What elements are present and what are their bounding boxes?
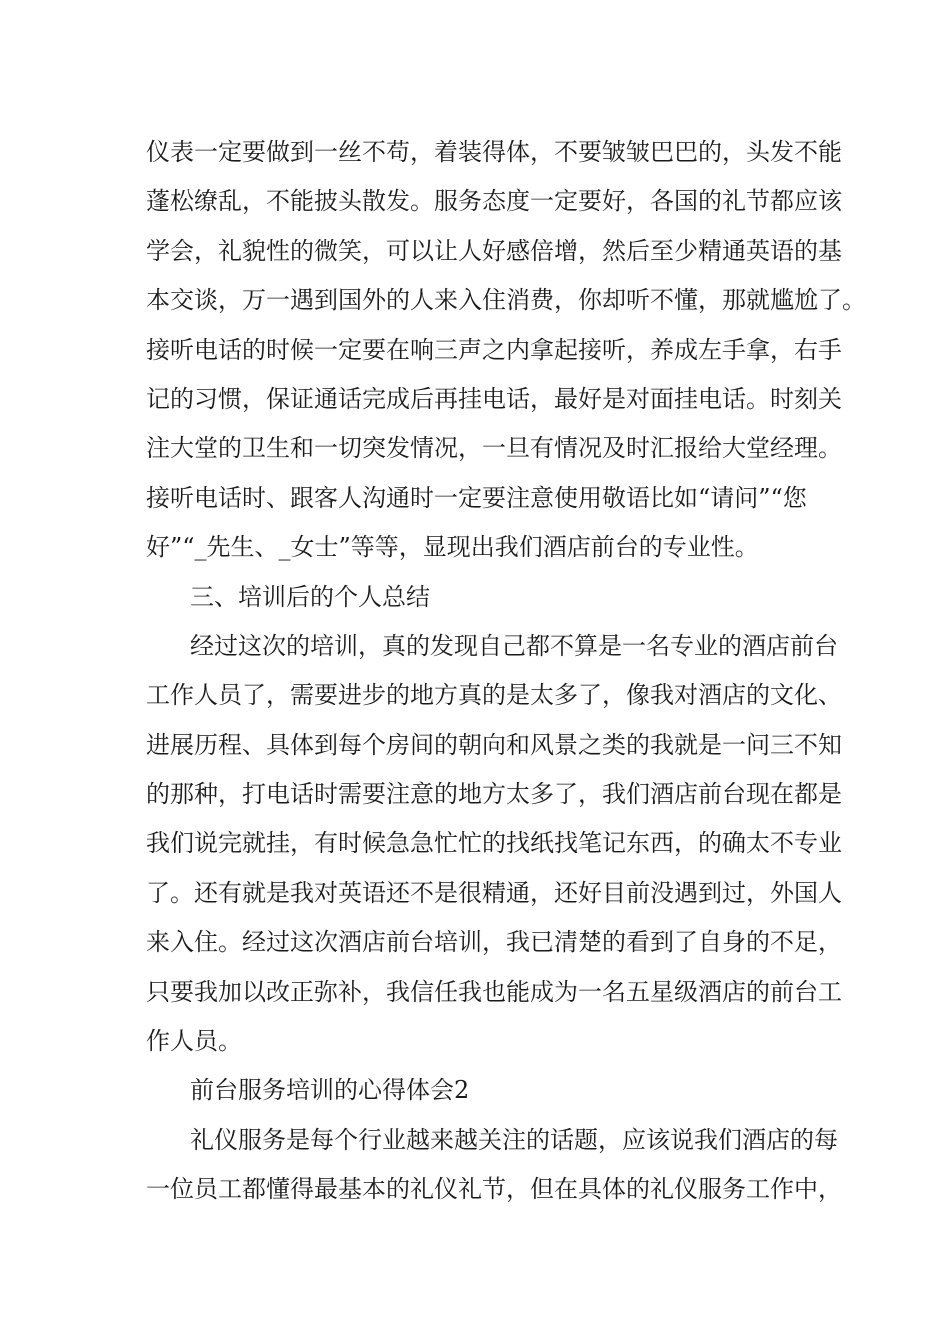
text-line: 经过这次的培训，真的发现自己都不算是一名专业的酒店前台 <box>190 631 838 660</box>
text-line: 了。还有就是我对英语还不是很精通，还好目前没遇到过，外国人 <box>146 878 842 907</box>
text-line: 接听电话的时候一定要在响三声之内拿起接听，养成左手拿，右手 <box>146 335 842 364</box>
text-line: 来入住。经过这次酒店前台培训，我已清楚的看到了自身的不足， <box>146 928 842 957</box>
text-line: 前台服务培训的心得体会2 <box>190 1076 470 1105</box>
text-line: 本交谈，万一遇到国外的人来入住消费，你却听不懂，那就尴尬了。 <box>146 286 866 315</box>
text-line: 进展历程、具体到每个房间的朝向和风景之类的我就是一问三不知 <box>146 730 842 759</box>
text-line: 仪表一定要做到一丝不苟，着装得体，不要皱皱巴巴的，头发不能 <box>146 138 842 166</box>
document-body <box>146 128 866 1215</box>
text-line: 只要我加以改正弥补，我信任我也能成为一名五星级酒店的前台工 <box>146 977 842 1006</box>
text-line: 注大堂的卫生和一切突发情况，一旦有情况及时汇报给大堂经理。 <box>146 434 842 463</box>
text-line: 的那种，打电话时需要注意的地方太多了，我们酒店前台现在都是 <box>146 780 842 809</box>
text-line: 我们说完就挂，有时候急急忙忙的找纸找笔记东西，的确太不专业 <box>146 829 842 858</box>
text-line: 一位员工都懂得最基本的礼仪礼节，但在具体的礼仪服务工作中， <box>146 1175 842 1204</box>
text-line: 好”“_先生、_女士”等等，显现出我们酒店前台的专业性。 <box>146 533 759 562</box>
text-line: 工作人员了，需要进步的地方真的是太多了，像我对酒店的文化、 <box>146 681 842 710</box>
text-line: 记的习惯，保证通话完成后再挂电话，最好是对面挂电话。时刻关 <box>146 384 842 413</box>
text-line: 蓬松缭乱，不能披头散发。服务态度一定要好，各国的礼节都应该 <box>146 187 842 216</box>
text-line: 作人员。 <box>146 1027 242 1056</box>
text-line: 礼仪服务是每个行业越来越关注的话题，应该说我们酒店的每 <box>190 1125 838 1154</box>
text-line: 学会，礼貌性的微笑，可以让人好感倍增，然后至少精通英语的基 <box>146 236 842 265</box>
text-line: 接听电话时、跟客人沟通时一定要注意使用敬语比如“请问”“您 <box>146 483 807 512</box>
text-line: 三、培训后的个人总结 <box>190 582 430 611</box>
